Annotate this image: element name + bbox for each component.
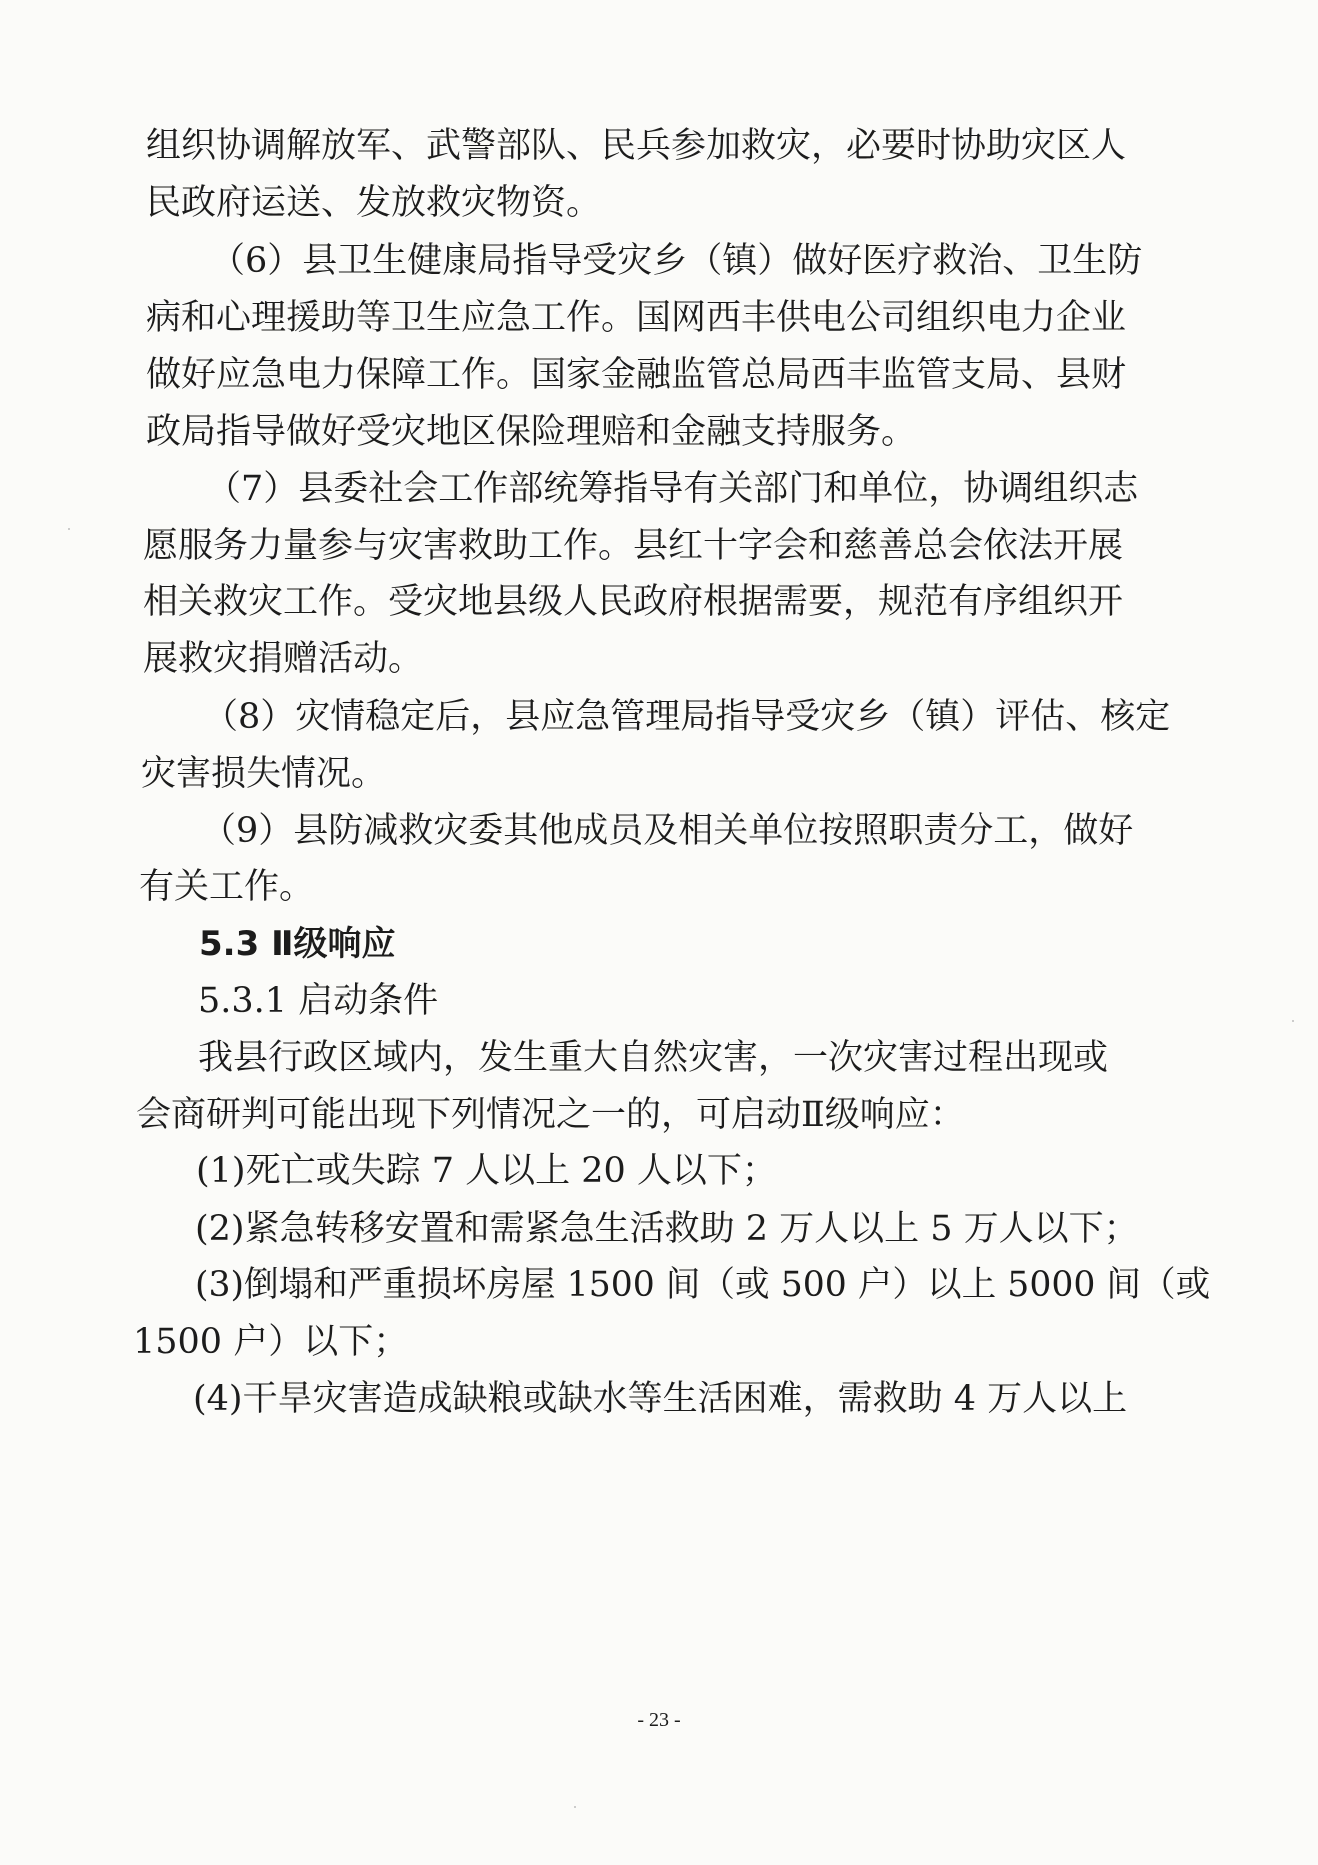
- list-item: (3)倒塌和严重损坏房屋 1500 间（或 500 户）以上 5000 间（或: [195, 1265, 1211, 1305]
- body-line: 会商研判可能出现下列情况之一的，可启动Ⅱ级响应：: [136, 1095, 965, 1135]
- body-line: （9）县防减救灾委其他成员及相关单位按照职责分工，做好: [201, 811, 1134, 851]
- subsection-heading: 5.3.1 启动条件: [198, 981, 439, 1021]
- body-line: （7）县委社会工作部统筹指导有关部门和单位，协调组织志: [206, 469, 1139, 509]
- body-line: 病和心理援助等卫生应急工作。国网西丰供电公司组织电力企业: [146, 298, 1127, 338]
- body-line: 做好应急电力保障工作。国家金融监管总局西丰监管支局、县财: [146, 355, 1127, 395]
- body-line: 民政府运送、发放救灾物资。: [146, 183, 602, 223]
- body-line: 愿服务力量参与灾害救助工作。县红十字会和慈善总会依法开展: [143, 526, 1124, 566]
- body-line: （8）灾情稳定后，县应急管理局指导受灾乡（镇）评估、核定: [203, 697, 1171, 737]
- scan-speck: [68, 528, 70, 530]
- scan-speck: [1292, 1020, 1294, 1022]
- body-line: 政局指导做好受灾地区保险理赔和金融支持服务。: [146, 412, 917, 452]
- list-item: (4)干旱灾害造成缺粮或缺水等生活困难，需救助 4 万人以上: [193, 1379, 1128, 1419]
- section-heading: 5.3 Ⅱ级响应: [199, 924, 396, 964]
- body-line: 展救灾捐赠活动。: [143, 639, 424, 679]
- body-line: 相关救灾工作。受灾地县级人民政府根据需要，规范有序组织开: [143, 582, 1124, 622]
- body-line: （6）县卫生健康局指导受灾乡（镇）做好医疗救治、卫生防: [210, 241, 1143, 281]
- list-item-continuation: 1500 户）以下；: [133, 1322, 409, 1362]
- body-line: 组织协调解放军、武警部队、民兵参加救灾，必要时协助灾区人: [146, 126, 1127, 166]
- body-line: 我县行政区域内，发生重大自然灾害，一次灾害过程出现或: [198, 1038, 1109, 1078]
- page-number: - 23 -: [637, 1709, 681, 1731]
- scan-speck: [574, 1806, 576, 1808]
- body-line: 灾害损失情况。: [141, 754, 387, 794]
- list-item: (2)紧急转移安置和需紧急生活救助 2 万人以上 5 万人以下；: [195, 1209, 1139, 1249]
- body-line: 有关工作。: [139, 867, 315, 907]
- list-item: (1)死亡或失踪 7 人以上 20 人以下；: [196, 1151, 777, 1191]
